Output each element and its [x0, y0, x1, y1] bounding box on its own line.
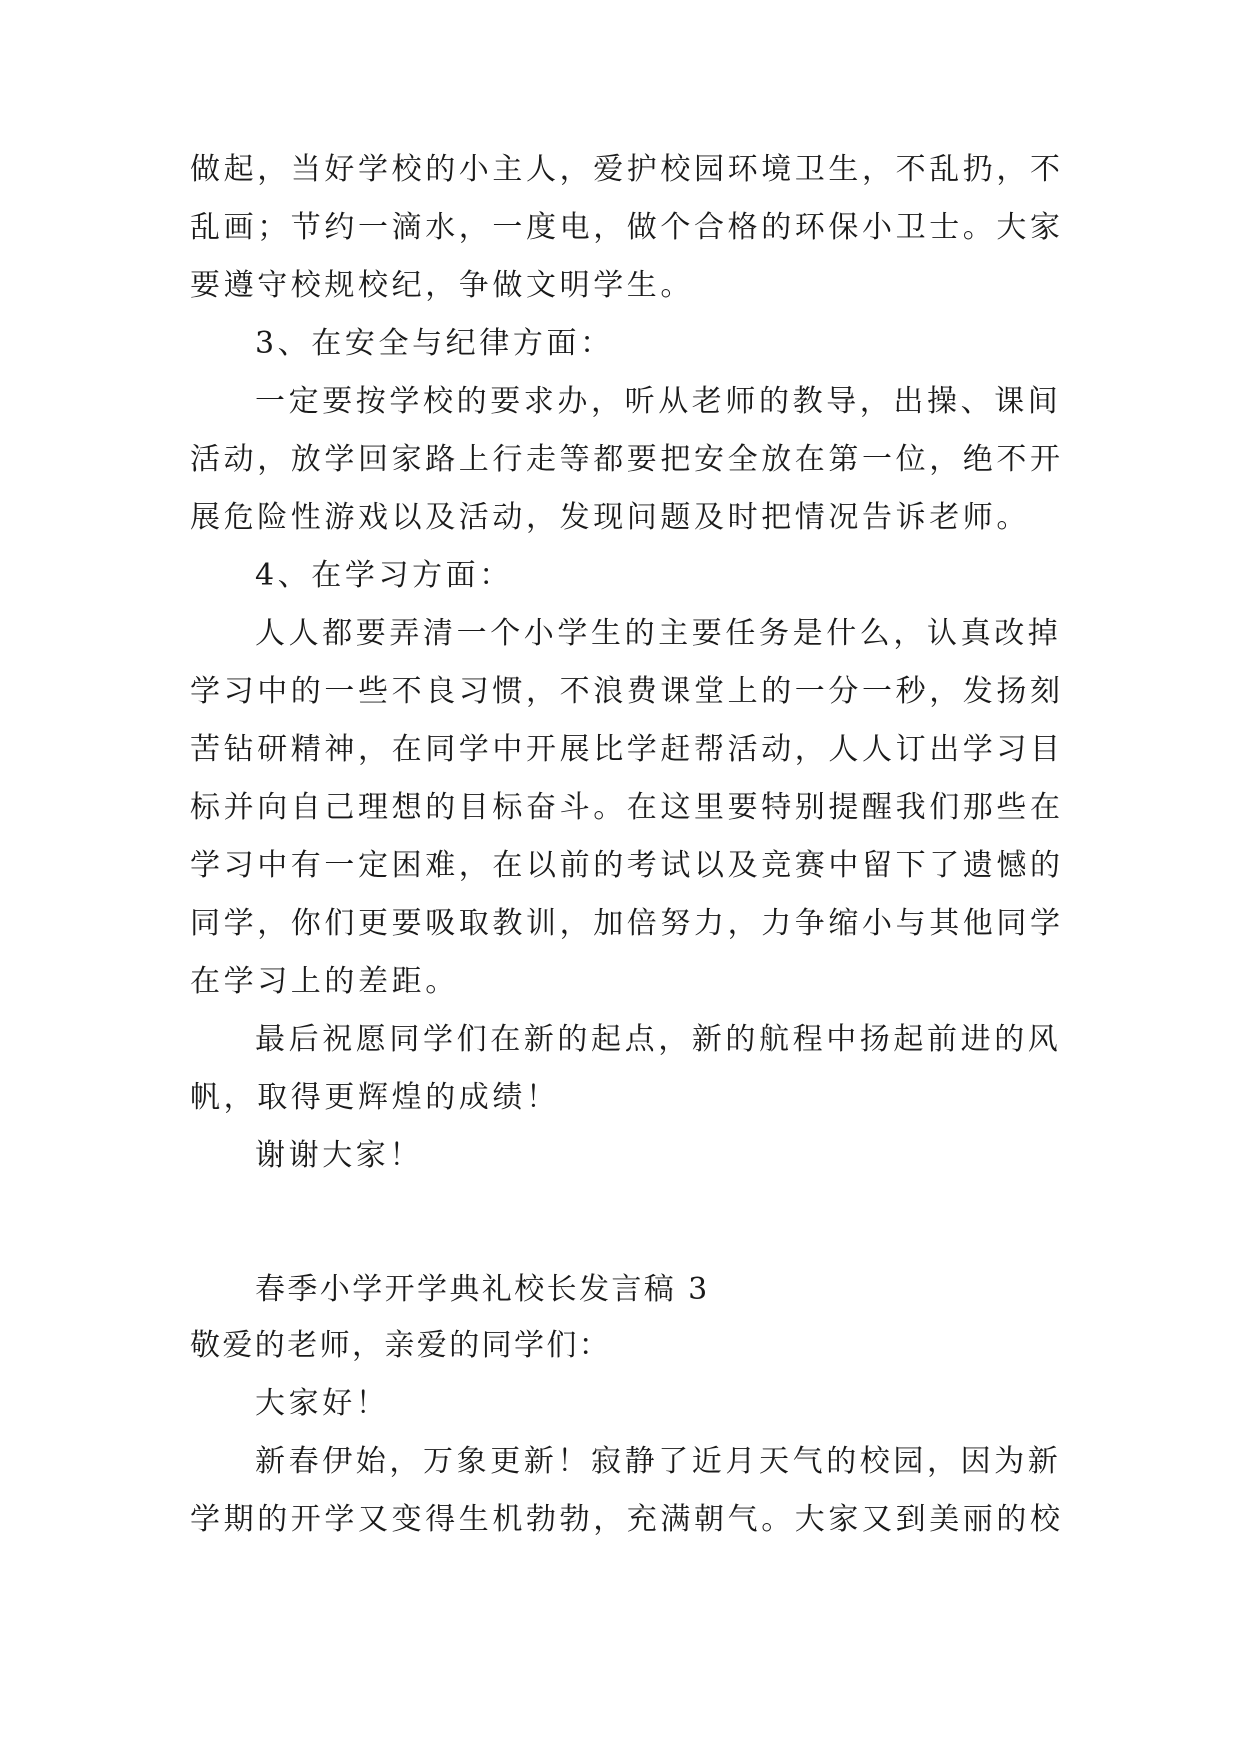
paragraph-line: 活动，放学回家路上行走等都要把安全放在第一位，绝不开	[190, 442, 1064, 477]
paragraph-line: 标并向自己理想的目标奋斗。在这里要特别提醒我们那些在	[190, 790, 1064, 825]
closing-line: 谢谢大家！	[255, 1138, 423, 1173]
salutation: 敬爱的老师，亲爱的同学们：	[190, 1328, 612, 1363]
paragraph-line: 新春伊始，万象更新！寂静了近月天气的校园，因为新	[255, 1444, 1062, 1479]
greeting: 大家好！	[255, 1386, 390, 1421]
paragraph-line: 人人都要弄清一个小学生的主要任务是什么，认真改掉	[255, 616, 1062, 651]
paragraph-line: 苦钻研精神，在同学中开展比学赶帮活动，人人订出学习目	[190, 732, 1064, 767]
paragraph-line: 做起，当好学校的小主人，爱护校园环境卫生，不乱扔，不	[190, 152, 1064, 187]
paragraph-line: 最后祝愿同学们在新的起点，新的航程中扬起前进的风	[255, 1022, 1062, 1057]
section-heading: 3、在安全与纪律方面：	[255, 326, 614, 361]
section-heading: 4、在学习方面：	[255, 558, 513, 593]
paragraph-line: 展危险性游戏以及活动，发现问题及时把情况告诉老师。	[190, 500, 1030, 535]
paragraph-line: 同学，你们更要吸取教训，加倍努力，力争缩小与其他同学	[190, 906, 1064, 941]
paragraph-line: 学习中有一定困难，在以前的考试以及竞赛中留下了遗憾的	[190, 848, 1064, 883]
paragraph-line: 要遵守校规校纪，争做文明学生。	[190, 268, 694, 303]
article-title: 春季小学开学典礼校长发言稿 3	[255, 1272, 710, 1307]
paragraph-line: 学习中的一些不良习惯，不浪费课堂上的一分一秒，发扬刻	[190, 674, 1064, 709]
paragraph-line: 学期的开学又变得生机勃勃，充满朝气。大家又到美丽的校	[190, 1502, 1064, 1537]
paragraph-line: 乱画；节约一滴水，一度电，做个合格的环保小卫士。大家	[190, 210, 1064, 245]
paragraph-line: 帆，取得更辉煌的成绩！	[190, 1080, 560, 1115]
paragraph-line: 一定要按学校的要求办，听从老师的教导，出操、课间	[255, 384, 1062, 419]
paragraph-line: 在学习上的差距。	[190, 964, 459, 999]
